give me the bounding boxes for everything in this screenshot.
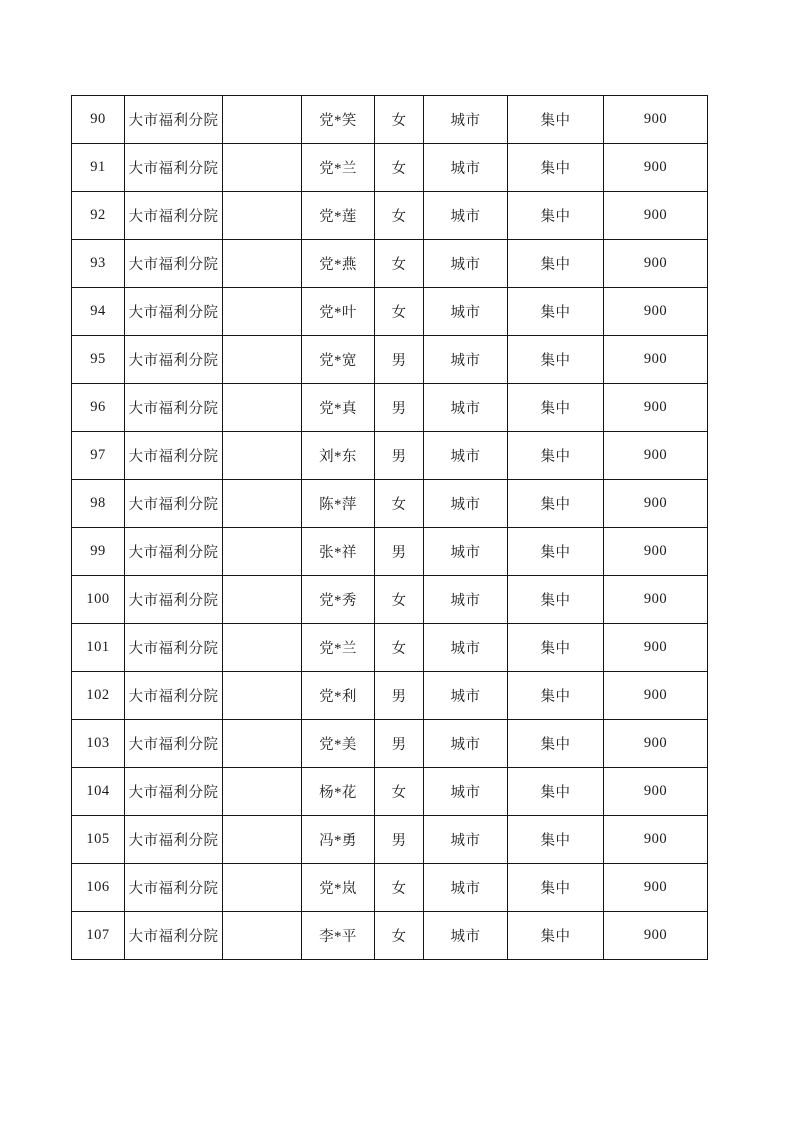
cell-gender: 男 <box>375 432 424 480</box>
cell-branch: 大市福利分院 <box>125 720 223 768</box>
cell-no: 91 <box>72 144 125 192</box>
table-row <box>72 864 708 912</box>
cell-mode: 集中 <box>508 96 604 144</box>
cell-amount: 900 <box>604 480 708 528</box>
table-row <box>72 912 708 960</box>
table-row <box>72 768 708 816</box>
cell-mode: 集中 <box>508 384 604 432</box>
cell-region: 城市 <box>424 720 508 768</box>
cell-region: 城市 <box>424 336 508 384</box>
table-row <box>72 192 708 240</box>
cell-gender: 男 <box>375 528 424 576</box>
cell-blank <box>223 432 302 480</box>
cell-name: 张*祥 <box>302 528 375 576</box>
cell-gender: 女 <box>375 768 424 816</box>
cell-branch: 大市福利分院 <box>125 816 223 864</box>
cell-name: 党*利 <box>302 672 375 720</box>
cell-region: 城市 <box>424 432 508 480</box>
table-row <box>72 384 708 432</box>
cell-amount: 900 <box>604 192 708 240</box>
cell-region: 城市 <box>424 480 508 528</box>
cell-branch: 大市福利分院 <box>125 480 223 528</box>
cell-amount: 900 <box>604 528 708 576</box>
cell-no: 98 <box>72 480 125 528</box>
cell-region: 城市 <box>424 672 508 720</box>
cell-no: 99 <box>72 528 125 576</box>
cell-no: 95 <box>72 336 125 384</box>
cell-amount: 900 <box>604 576 708 624</box>
cell-branch: 大市福利分院 <box>125 432 223 480</box>
cell-branch: 大市福利分院 <box>125 528 223 576</box>
cell-mode: 集中 <box>508 672 604 720</box>
table-row <box>72 816 708 864</box>
cell-name: 党*莲 <box>302 192 375 240</box>
cell-name: 刘*东 <box>302 432 375 480</box>
cell-branch: 大市福利分院 <box>125 624 223 672</box>
cell-name: 陈*萍 <box>302 480 375 528</box>
cell-no: 100 <box>72 576 125 624</box>
cell-mode: 集中 <box>508 864 604 912</box>
cell-mode: 集中 <box>508 528 604 576</box>
cell-no: 90 <box>72 96 125 144</box>
cell-mode: 集中 <box>508 336 604 384</box>
cell-name: 党*兰 <box>302 144 375 192</box>
cell-branch: 大市福利分院 <box>125 672 223 720</box>
cell-name: 党*兰 <box>302 624 375 672</box>
cell-blank <box>223 288 302 336</box>
cell-gender: 女 <box>375 480 424 528</box>
cell-amount: 900 <box>604 96 708 144</box>
cell-name: 党*笑 <box>302 96 375 144</box>
cell-region: 城市 <box>424 96 508 144</box>
cell-name: 党*秀 <box>302 576 375 624</box>
cell-no: 106 <box>72 864 125 912</box>
cell-gender: 男 <box>375 336 424 384</box>
cell-blank <box>223 864 302 912</box>
cell-amount: 900 <box>604 240 708 288</box>
table-body <box>72 96 708 960</box>
cell-region: 城市 <box>424 144 508 192</box>
cell-amount: 900 <box>604 672 708 720</box>
cell-region: 城市 <box>424 576 508 624</box>
cell-name: 冯*勇 <box>302 816 375 864</box>
cell-amount: 900 <box>604 816 708 864</box>
cell-gender: 男 <box>375 720 424 768</box>
cell-gender: 男 <box>375 672 424 720</box>
cell-amount: 900 <box>604 624 708 672</box>
cell-region: 城市 <box>424 240 508 288</box>
cell-name: 党*美 <box>302 720 375 768</box>
cell-branch: 大市福利分院 <box>125 336 223 384</box>
cell-branch: 大市福利分院 <box>125 144 223 192</box>
welfare-roster-table <box>71 95 708 960</box>
cell-gender: 男 <box>375 384 424 432</box>
cell-name: 李*平 <box>302 912 375 960</box>
cell-blank <box>223 720 302 768</box>
cell-amount: 900 <box>604 144 708 192</box>
cell-no: 102 <box>72 672 125 720</box>
cell-no: 101 <box>72 624 125 672</box>
cell-mode: 集中 <box>508 240 604 288</box>
cell-amount: 900 <box>604 336 708 384</box>
cell-no: 97 <box>72 432 125 480</box>
cell-mode: 集中 <box>508 816 604 864</box>
cell-gender: 女 <box>375 192 424 240</box>
table-row <box>72 672 708 720</box>
cell-mode: 集中 <box>508 288 604 336</box>
table-row <box>72 480 708 528</box>
table-row <box>72 96 708 144</box>
cell-branch: 大市福利分院 <box>125 288 223 336</box>
cell-gender: 女 <box>375 912 424 960</box>
cell-region: 城市 <box>424 288 508 336</box>
cell-branch: 大市福利分院 <box>125 576 223 624</box>
cell-gender: 女 <box>375 96 424 144</box>
table-row <box>72 720 708 768</box>
table-row <box>72 240 708 288</box>
cell-amount: 900 <box>604 912 708 960</box>
cell-blank <box>223 192 302 240</box>
cell-gender: 女 <box>375 144 424 192</box>
cell-blank <box>223 768 302 816</box>
cell-amount: 900 <box>604 384 708 432</box>
cell-mode: 集中 <box>508 912 604 960</box>
cell-region: 城市 <box>424 384 508 432</box>
cell-mode: 集中 <box>508 768 604 816</box>
cell-region: 城市 <box>424 768 508 816</box>
cell-amount: 900 <box>604 720 708 768</box>
cell-name: 党*岚 <box>302 864 375 912</box>
cell-blank <box>223 912 302 960</box>
cell-gender: 女 <box>375 240 424 288</box>
table-row <box>72 528 708 576</box>
cell-branch: 大市福利分院 <box>125 912 223 960</box>
cell-mode: 集中 <box>508 576 604 624</box>
cell-branch: 大市福利分院 <box>125 96 223 144</box>
cell-blank <box>223 144 302 192</box>
cell-region: 城市 <box>424 528 508 576</box>
cell-gender: 女 <box>375 576 424 624</box>
cell-gender: 男 <box>375 816 424 864</box>
cell-blank <box>223 480 302 528</box>
cell-mode: 集中 <box>508 432 604 480</box>
cell-blank <box>223 672 302 720</box>
cell-no: 92 <box>72 192 125 240</box>
cell-no: 96 <box>72 384 125 432</box>
cell-no: 104 <box>72 768 125 816</box>
table-row <box>72 288 708 336</box>
cell-blank <box>223 576 302 624</box>
table-row <box>72 624 708 672</box>
cell-no: 103 <box>72 720 125 768</box>
table-row <box>72 432 708 480</box>
cell-branch: 大市福利分院 <box>125 240 223 288</box>
cell-branch: 大市福利分院 <box>125 768 223 816</box>
cell-name: 党*真 <box>302 384 375 432</box>
cell-gender: 女 <box>375 864 424 912</box>
cell-branch: 大市福利分院 <box>125 192 223 240</box>
cell-mode: 集中 <box>508 720 604 768</box>
cell-region: 城市 <box>424 192 508 240</box>
cell-amount: 900 <box>604 864 708 912</box>
cell-no: 94 <box>72 288 125 336</box>
cell-region: 城市 <box>424 624 508 672</box>
cell-blank <box>223 384 302 432</box>
cell-mode: 集中 <box>508 480 604 528</box>
cell-no: 93 <box>72 240 125 288</box>
table-row <box>72 576 708 624</box>
cell-no: 105 <box>72 816 125 864</box>
cell-blank <box>223 528 302 576</box>
cell-region: 城市 <box>424 816 508 864</box>
cell-gender: 女 <box>375 288 424 336</box>
cell-name: 杨*花 <box>302 768 375 816</box>
cell-blank <box>223 336 302 384</box>
cell-mode: 集中 <box>508 624 604 672</box>
cell-branch: 大市福利分院 <box>125 384 223 432</box>
cell-amount: 900 <box>604 288 708 336</box>
cell-gender: 女 <box>375 624 424 672</box>
cell-blank <box>223 624 302 672</box>
cell-mode: 集中 <box>508 144 604 192</box>
cell-region: 城市 <box>424 912 508 960</box>
cell-region: 城市 <box>424 864 508 912</box>
cell-mode: 集中 <box>508 192 604 240</box>
cell-branch: 大市福利分院 <box>125 864 223 912</box>
cell-blank <box>223 240 302 288</box>
cell-amount: 900 <box>604 432 708 480</box>
cell-name: 党*宽 <box>302 336 375 384</box>
table-row <box>72 336 708 384</box>
table-row <box>72 144 708 192</box>
cell-blank <box>223 96 302 144</box>
cell-amount: 900 <box>604 768 708 816</box>
cell-name: 党*燕 <box>302 240 375 288</box>
cell-name: 党*叶 <box>302 288 375 336</box>
cell-blank <box>223 816 302 864</box>
cell-no: 107 <box>72 912 125 960</box>
